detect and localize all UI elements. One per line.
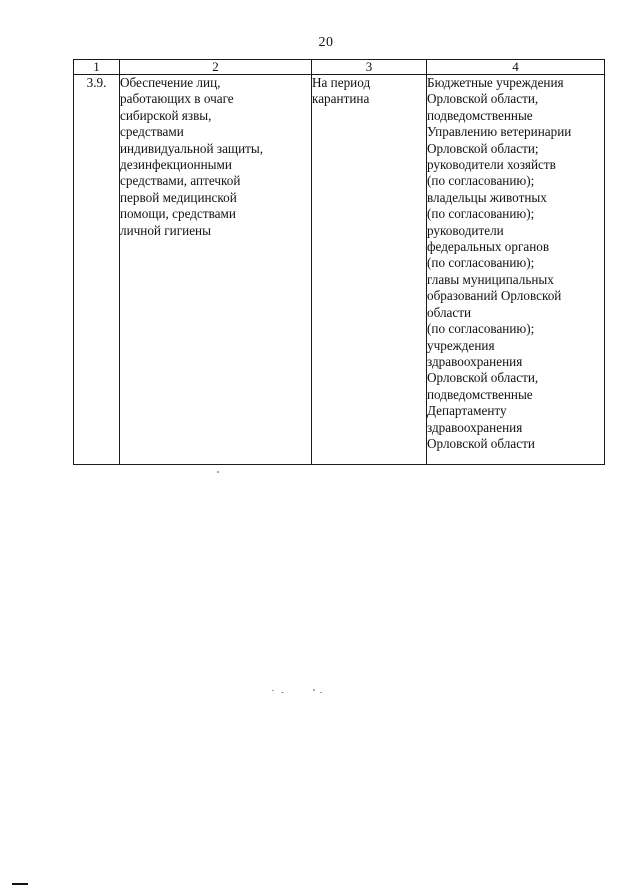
- responsible-line: подведомственные: [427, 107, 533, 123]
- measure-line: индивидуальной защиты,: [120, 140, 264, 156]
- responsible-line: (по согласованию);: [427, 321, 535, 337]
- measure-line: работающих в очаге: [120, 91, 234, 107]
- measure-line: Обеспечение лиц,: [120, 75, 221, 90]
- period-cell: [312, 75, 427, 465]
- measure-line: первой медицинской: [120, 189, 237, 205]
- responsible-line: владельцы животных: [427, 189, 547, 205]
- scan-speck: [281, 692, 284, 693]
- scan-speck: [313, 689, 315, 691]
- responsible-line: Орловской области;: [427, 140, 539, 156]
- responsible-line: Управлению ветеринарии: [427, 124, 572, 140]
- scan-speck: [320, 692, 322, 693]
- responsible-line: Бюджетные учреждения: [427, 75, 564, 90]
- responsible-line: Департаменту: [427, 403, 507, 419]
- responsible-line: (по согласованию);: [427, 255, 535, 271]
- responsible-line: учреждения: [427, 337, 495, 353]
- responsible-cell: [427, 75, 605, 465]
- row-number: 3.9.: [74, 75, 120, 465]
- responsible-line: здравоохранения: [427, 419, 523, 435]
- period-line: карантина: [312, 91, 370, 107]
- header-col-2: 2: [120, 60, 312, 75]
- responsible-line: области: [427, 304, 472, 320]
- responsible-line: руководители: [427, 222, 504, 238]
- table-header-row: [74, 60, 605, 75]
- responsible-line: руководители хозяйств: [427, 157, 556, 173]
- responsible-line: главы муниципальных: [427, 271, 554, 287]
- measure-line: средствами: [120, 124, 184, 140]
- header-col-1: 1: [74, 60, 120, 75]
- responsible-line: здравоохранения: [427, 353, 523, 369]
- responsible-line: Орловской области: [427, 435, 535, 451]
- scan-speck: [272, 690, 274, 691]
- responsible-line: Орловской области,: [427, 91, 539, 107]
- measures-table: [73, 59, 605, 465]
- measure-line: помощи, средствами: [120, 206, 236, 222]
- measure-line: средствами, аптечкой: [120, 173, 241, 189]
- responsible-line: (по согласованию);: [427, 206, 535, 222]
- measure-cell: [120, 75, 312, 465]
- table-row: [74, 75, 605, 465]
- responsible-line: Орловской области,: [427, 370, 539, 386]
- responsible-line: подведомственные: [427, 386, 533, 402]
- page-number: 20: [318, 35, 334, 50]
- responsible-line: образований Орловской: [427, 288, 562, 304]
- header-col-3: 3: [312, 60, 427, 75]
- measure-line: личной гигиены: [120, 222, 211, 238]
- responsible-line: (по согласованию);: [427, 173, 535, 189]
- header-col-4: 4: [427, 60, 605, 75]
- scan-speck: [217, 471, 219, 473]
- footer-mark: [12, 883, 28, 885]
- measure-line: сибирской язвы,: [120, 107, 212, 123]
- period-line: На период: [312, 75, 371, 90]
- responsible-line: федеральных органов: [427, 239, 550, 255]
- measure-line: дезинфекционными: [120, 157, 232, 173]
